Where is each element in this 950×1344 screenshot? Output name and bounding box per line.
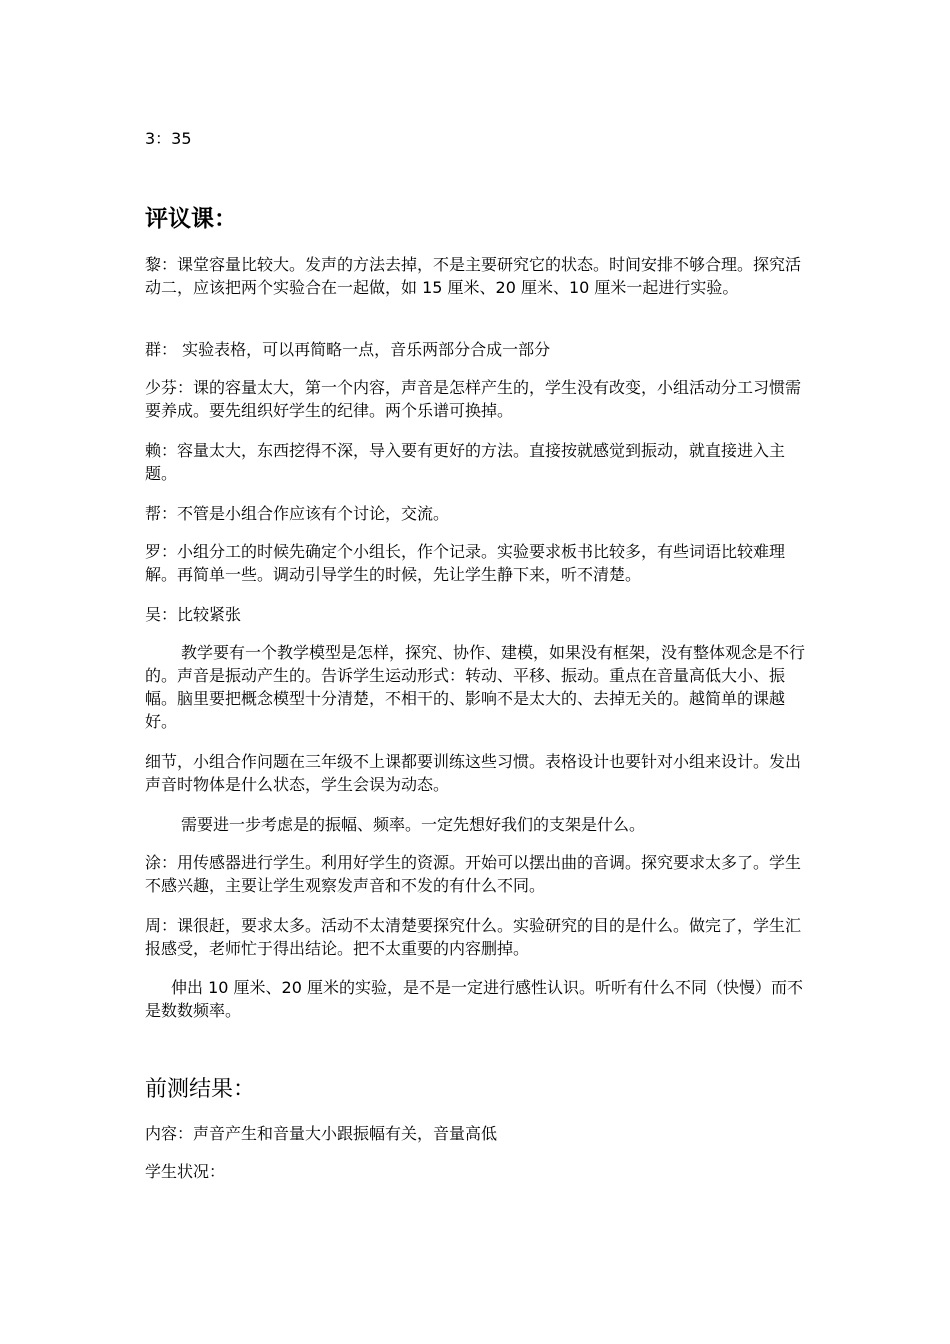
paragraph-qun: 群： 实验表格，可以再简略一点，音乐两部分合成一部分	[145, 340, 551, 359]
paragraph-li: 黎：课堂容量比较大。发声的方法去掉，不是主要研究它的状态。时间安排不够合理。探究活动二，应该把两个实验合在一起做，如 15 厘米、20 厘米、10 厘米一起进行实验。	[145, 255, 802, 297]
paragraph-experiment: 伸出 10 厘米、20 厘米的实验，是不是一定进行感性认识。听听有什么不同（快慢）而不是数数频率。	[145, 978, 803, 1020]
paragraph-zhou: 周：课很赶，要求太多。活动不太清楚要探究什么。实验研究的目的是什么。做完了，学生汇报感受，老师忙于得出结论。把不太重要的内容删掉。	[145, 916, 802, 958]
pretest-heading: 前测结果：	[145, 1077, 256, 1102]
student-status-line: 学生状况：	[145, 1162, 226, 1181]
paragraph-lai: 赖：容量太大，东西挖得不深，导入要有更好的方法。直接按就感觉到振动，就直接进入主题。	[145, 441, 786, 483]
review-heading: 评议课：	[145, 206, 237, 232]
paragraph-shaofen: 少芬：课的容量太大，第一个内容，声音是怎样产生的，学生没有改变，小组活动分工习惯需要养成。要先组织好学生的纪律。两个乐谱可换掉。	[145, 378, 802, 420]
paragraph-teaching-model: 教学要有一个教学模型是怎样，探究、协作、建模，如果没有框架，没有整体观念是不行的。声音是振动产生的。告诉学生运动形式：转动、平移、振动。重点在音量高低大小、振幅。脑里要把概念模型十分清楚，不相干的、影响不是太大的、去掉无关的。越简单的课越好。	[145, 643, 806, 731]
content-line: 内容：声音产生和音量大小跟振幅有关，音量高低	[145, 1124, 498, 1143]
paragraph-bang: 帮：不管是小组合作应该有个讨论，交流。	[145, 504, 450, 523]
paragraph-details: 细节，小组合作问题在三年级不上课都要训练这些习惯。表格设计也要针对小组来设计。发出声音时物体是什么状态，学生会误为动态。	[145, 752, 802, 794]
time-text: 3：35	[145, 129, 192, 148]
paragraph-wu: 吴：比较紧张	[145, 605, 242, 624]
paragraph-luo: 罗：小组分工的时候先确定个小组长，作个记录。实验要求板书比较多，有些词语比较难理解。再简单一些。调动引导学生的时候，先让学生静下来，听不清楚。	[145, 542, 786, 584]
paragraph-tu: 涂：用传感器进行学生。利用好学生的资源。开始可以摆出曲的音调。探究要求太多了。学生不感兴趣，主要让学生观察发声音和不发的有什么不同。	[145, 853, 802, 895]
paragraph-amplitude: 需要进一步考虑是的振幅、频率。一定先想好我们的支架是什么。	[181, 815, 646, 834]
